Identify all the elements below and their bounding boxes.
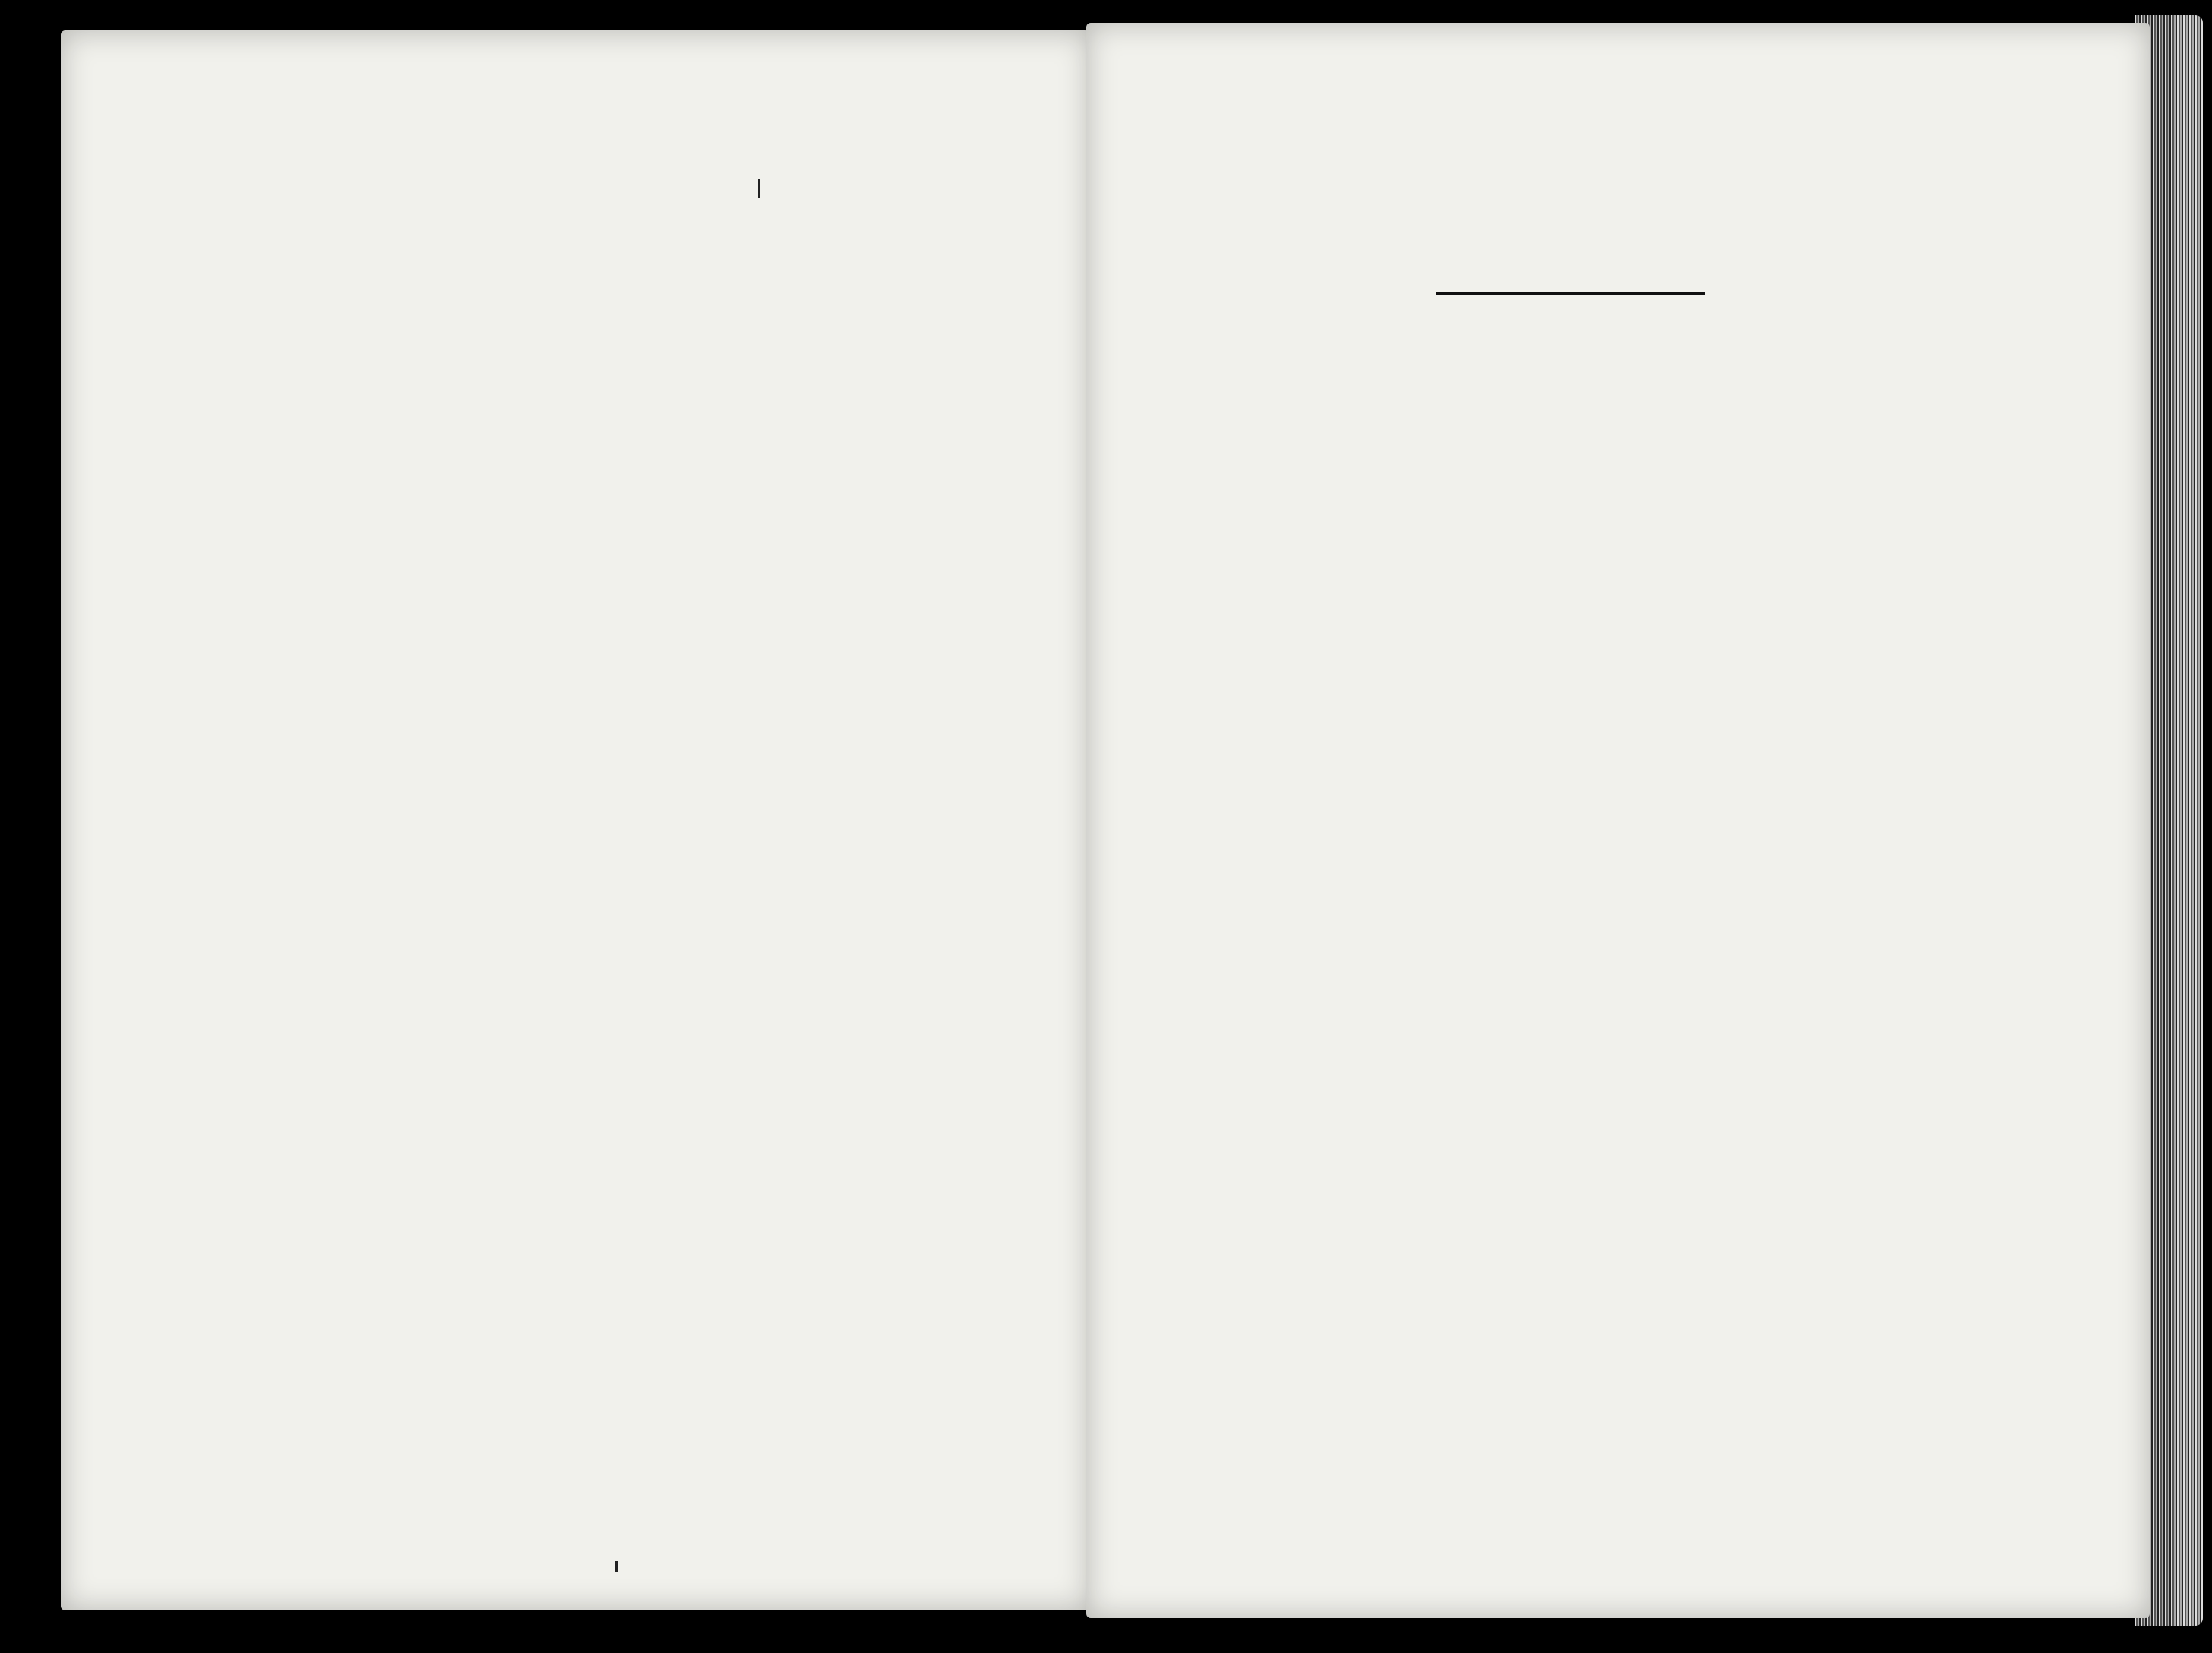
- heading-rule: [1436, 292, 1705, 295]
- margin-mark: [615, 1561, 618, 1572]
- left-page: [61, 30, 1090, 1610]
- margin-mark: [758, 179, 760, 198]
- right-page: [1086, 23, 2150, 1618]
